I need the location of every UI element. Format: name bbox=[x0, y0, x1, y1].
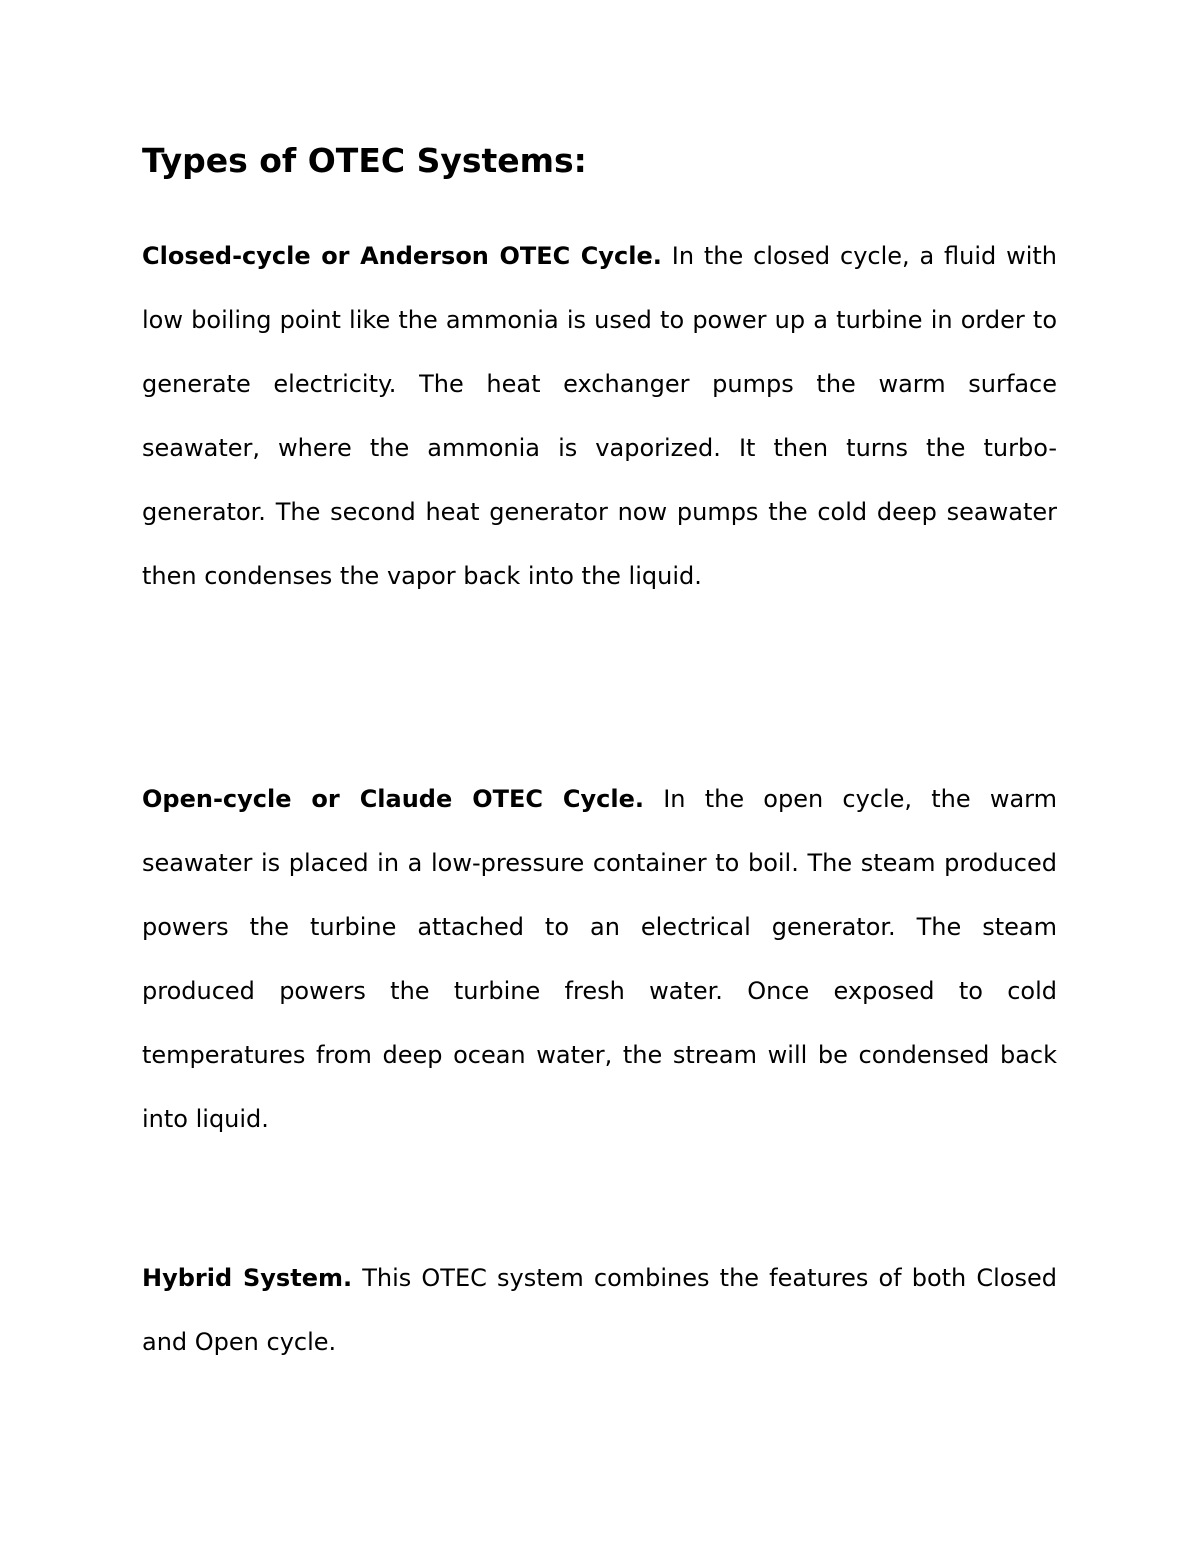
section-heading-closed-cycle: Closed-cycle or Anderson OTEC Cycle. bbox=[142, 242, 662, 270]
document-title: Types of OTEC Systems: bbox=[142, 141, 587, 180]
section-heading-hybrid-system: Hybrid System. bbox=[142, 1264, 353, 1292]
section-closed-cycle bbox=[142, 224, 1057, 608]
section-heading-open-cycle: Open-cycle or Claude OTEC Cycle. bbox=[142, 785, 645, 813]
section-hybrid-system bbox=[142, 1246, 1057, 1374]
section-body-closed-cycle: In the closed cycle, a fluid with low boiling point like the ammonia is used to power up a turbine in order to generate electricity. The heat exchanger pumps the warm surface seawater, where the ammonia is vaporized. It then turns the turbo-generator. The second heat generator now pumps the cold deep seawater then condenses the vapor back into the liquid. bbox=[142, 242, 1058, 590]
section-body-hybrid-system: This OTEC system combines the features of both Closed and Open cycle. bbox=[142, 1264, 1058, 1356]
section-open-cycle bbox=[142, 767, 1057, 1151]
section-body-open-cycle: In the open cycle, the warm seawater is placed in a low-pressure container to boil. The steam produced powers the turbine attached to an electrical generator. The steam produced powers the turbine fresh water. Once exposed to cold temperatures from deep ocean water, the stream will be condensed back into liquid. bbox=[142, 785, 1058, 1133]
